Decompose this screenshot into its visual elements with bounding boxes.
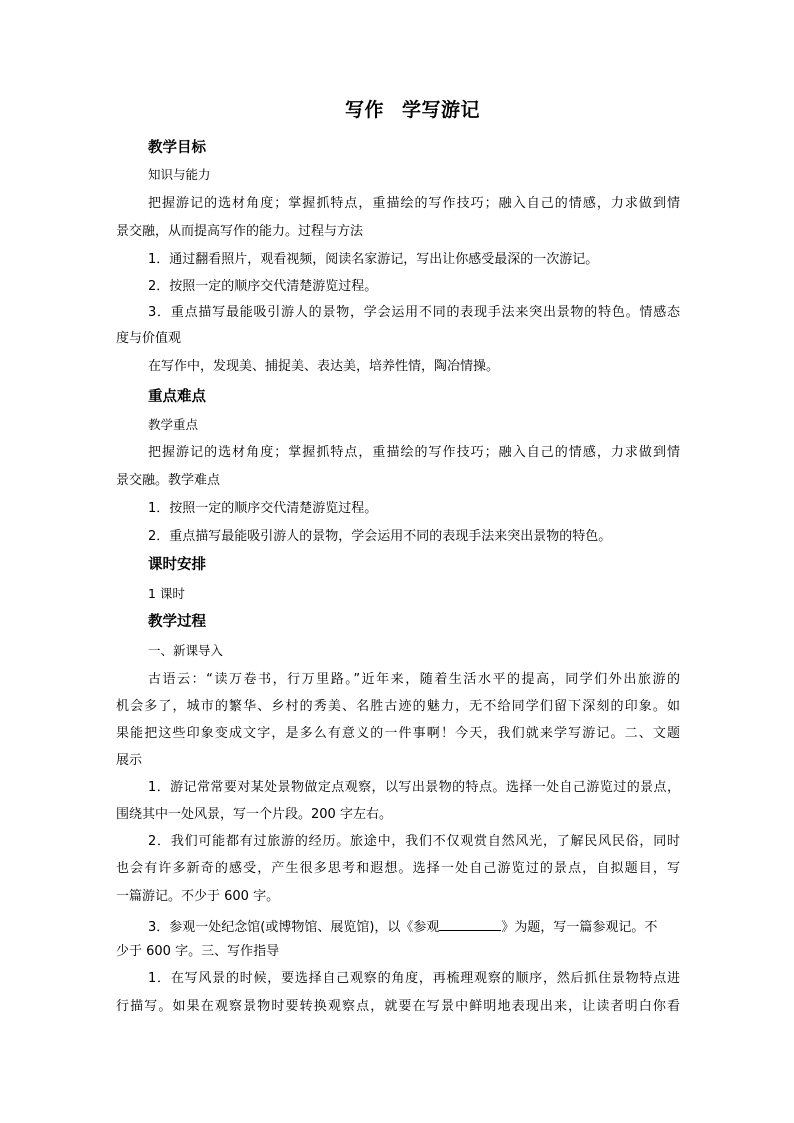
key-text-line2: 景交融。教学难点 bbox=[116, 473, 221, 488]
page-title bbox=[345, 101, 480, 120]
title-part-travelogue: 学写游记 bbox=[402, 99, 481, 121]
subheading-key: 教学重点 bbox=[148, 417, 199, 432]
topic-1-line1: 1．游记常常要对某处景物做定点观察，以写出景物的特点。选择一处自己游览过的景点， bbox=[148, 780, 680, 795]
topic-2-line2: 也会有许多新奇的感受，产生很多思考和遐想。选择一处自己游览过的景点，自拟题目，写 bbox=[116, 861, 680, 876]
fill-in-blank bbox=[439, 918, 501, 931]
subheading-knowledge: 知识与能力 bbox=[148, 167, 211, 182]
goal-text-line1: 把握游记的选材角度；掌握抓特点，重描绘的写作技巧；融入自己的情感，力求做到情 bbox=[148, 196, 680, 211]
difficulty-item-2: 2．重点描写最能吸引游人的景物，学会运用不同的表现手法来突出景物的特色。 bbox=[148, 529, 612, 544]
topic-3-suffix: 》为题，写一篇参观记。不 bbox=[501, 920, 658, 935]
subheading-intro: 一、新课导入 bbox=[148, 643, 224, 658]
topic-2-line3: 一篇游记。不少于 600 字。 bbox=[116, 889, 280, 904]
method-item-1: 1．通过翻看照片，观看视频，阅读名家游记，写出让你感受最深的一次游记。 bbox=[148, 252, 599, 267]
topic-3-line2: 少于 600 字。三、写作指导 bbox=[116, 944, 280, 959]
intro-line1: 古语云：“读万卷书，行万里路。”近年来，随着生活水平的提高，同学们外出旅游的 bbox=[148, 672, 680, 687]
goal-text-line2: 景交融，从而提高写作的能力。过程与方法 bbox=[116, 224, 364, 239]
intro-line4: 展示 bbox=[116, 753, 143, 768]
method-item-3-line2: 度与价值观 bbox=[116, 331, 182, 346]
topic-1-line2: 围绕其中一处风景，写一个片段。200 字左右。 bbox=[116, 807, 392, 822]
topic-3-line1 bbox=[148, 918, 657, 934]
key-text-line1: 把握游记的选材角度；掌握抓特点，重描绘的写作技巧；融入自己的情感，力求做到情 bbox=[148, 445, 680, 460]
intro-line3: 果能把这些印象变成文字，是多么有意义的一件事啊！今天，我们就来学写游记。二、文题 bbox=[116, 726, 680, 741]
schedule-text: 1 课时 bbox=[148, 586, 185, 601]
method-item-2: 2．按照一定的顺序交代清楚游览过程。 bbox=[148, 279, 378, 294]
intro-line2: 机会多了，城市的繁华、乡村的秀美、名胜古迹的魅力，无不给同学们留下深刻的印象。如 bbox=[116, 699, 680, 714]
method-item-3-line1: 3．重点描写最能吸引游人的景物，学会运用不同的表现手法来突出景物的特色。情感态 bbox=[148, 305, 680, 320]
guide-1-line2: 行描写。如果在观察景物时要转换观察点，就要在写景中鲜明地表现出来，让读者明白你看 bbox=[116, 999, 680, 1014]
values-text: 在写作中，发现美、捕捉美、表达美，培养性情，陶冶情操。 bbox=[148, 359, 500, 374]
heading-key-points: 重点难点 bbox=[148, 389, 206, 405]
heading-process: 教学过程 bbox=[148, 614, 206, 630]
topic-3-prefix: 3．参观一处纪念馆(或博物馆、展览馆)，以《参观 bbox=[148, 920, 440, 935]
heading-schedule: 课时安排 bbox=[148, 557, 206, 573]
heading-teaching-goals: 教学目标 bbox=[148, 140, 206, 156]
topic-2-line1: 2．我们可能都有过旅游的经历。旅途中，我们不仅观赏自然风光，了解民风民俗，同时 bbox=[148, 834, 680, 849]
difficulty-item-1: 1．按照一定的顺序交代清楚游览过程。 bbox=[148, 501, 378, 516]
guide-1-line1: 1．在写风景的时候，要选择自己观察的角度，再梳理观察的顺序，然后抓住景物特点进 bbox=[148, 971, 680, 986]
title-part-writing: 写作 bbox=[345, 99, 385, 121]
